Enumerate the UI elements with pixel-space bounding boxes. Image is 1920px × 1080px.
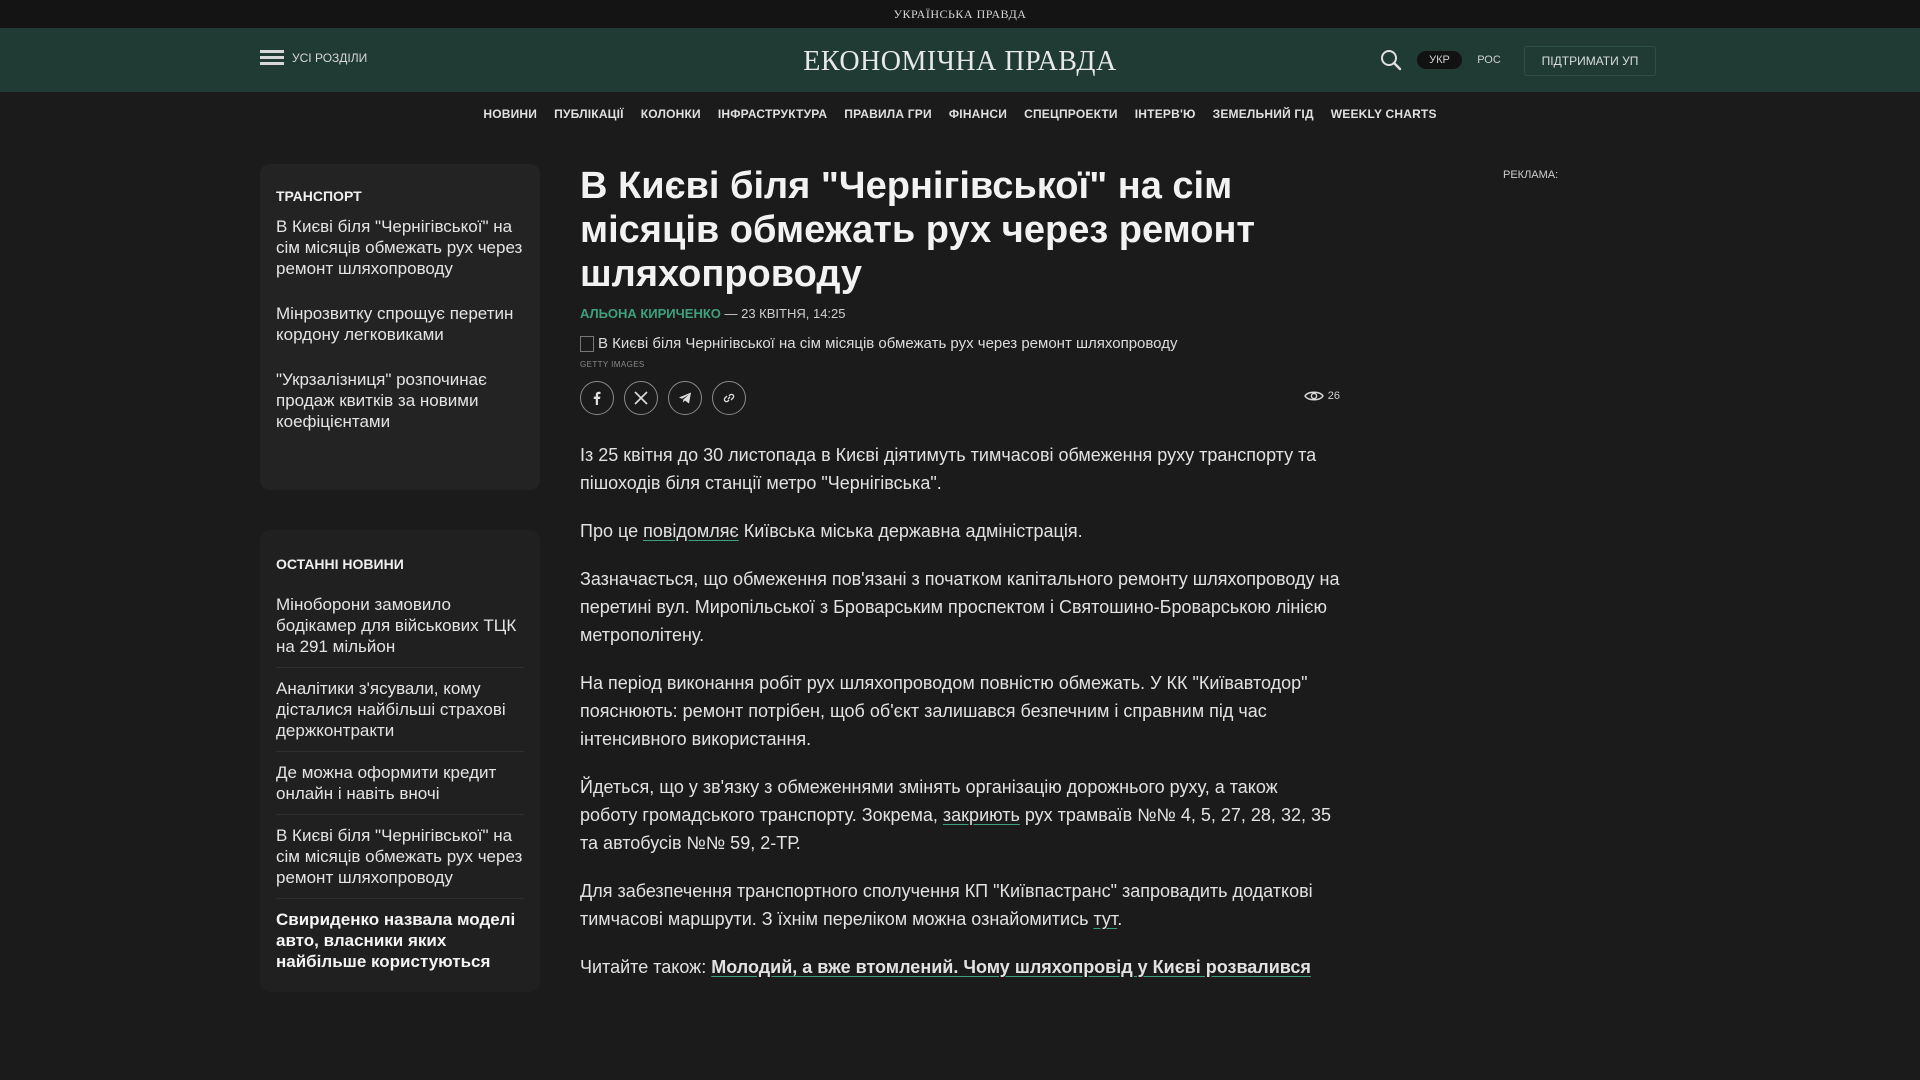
search-icon[interactable] — [1380, 49, 1402, 71]
latest-news-item[interactable]: Свириденко назвала моделі авто, власники яких найбільше користуються — [276, 910, 516, 971]
nav-publications[interactable]: ПУБЛІКАЦІЇ — [554, 107, 624, 121]
nav-weekly-charts[interactable]: WEEKLY CHARTS — [1330, 107, 1437, 121]
main-nav — [0, 92, 1920, 136]
menu-label: УСІ РОЗДІЛИ — [292, 51, 368, 65]
source-link[interactable]: повідомляє — [643, 521, 739, 541]
transport-item[interactable]: "Укрзалізниця" розпочинає продаж квитків за новими коефіцієнтами — [276, 370, 487, 431]
site-header — [0, 28, 1920, 92]
article-image — [580, 335, 1340, 352]
eye-icon — [1304, 389, 1324, 403]
paragraph: Із 25 квітня до 30 листопада в Києві діятимуть тимчасові обмеження руху транспорту та пішоходів біля станції метро "Чернігівська". — [580, 445, 1317, 493]
latest-news-item[interactable]: Аналітики з'ясували, кому дісталися найбільші страхові держконтракти — [276, 668, 524, 752]
latest-news-card — [260, 530, 540, 992]
nav-finance[interactable]: ФІНАНСИ — [948, 107, 1008, 121]
views-count: 26 — [1327, 390, 1340, 402]
nav-land-guide[interactable]: ЗЕМЕЛЬНИЙ ГІД — [1212, 107, 1314, 121]
latest-news-title[interactable]: ОСТАННІ НОВИНИ — [276, 556, 404, 572]
nav-interview[interactable]: ІНТЕРВ'Ю — [1134, 107, 1196, 121]
transport-item[interactable]: В Києві біля "Чернігівської" на сім місяців обмежать рух через ремонт шляхопроводу — [276, 217, 523, 278]
paragraph: Зазначається, що обмеження пов'язані з початком капітального ремонту шляхопроводу на перетині вул. Миропільської з Броварським проспектом і Святошино-Броварською лінією метрополітену. — [580, 569, 1340, 645]
nav-infrastructure[interactable]: ІНФРАСТРУКТУРА — [717, 107, 828, 121]
facebook-icon[interactable] — [580, 381, 614, 415]
nav-columns[interactable]: КОЛОНКИ — [640, 107, 701, 121]
site-logo[interactable]: ЕКОНОМІЧНА ПРАВДА — [803, 46, 1117, 77]
ad-label: РЕКЛАМА: — [1503, 169, 1559, 181]
share-row — [580, 381, 1340, 417]
article — [580, 164, 1340, 1001]
nav-specprojects[interactable]: СПЕЦПРОЕКТИ — [1024, 107, 1118, 121]
routes-list-link[interactable]: тут — [1093, 909, 1118, 929]
paragraph: Йдеться, що у зв'язку з обмеженнями змінять організацію дорожнього руху, а також роботу громадського транспорту. Зокрема, закриють рух трамваїв №№ 4, 5, 27, 28, 32, 35 та автобусів №№ 59, 2-ТР. — [580, 777, 1331, 853]
read-also: Читайте також: Молодий, а вже втомлений. Чому шляхопровід у Києві розвалився — [580, 957, 1311, 977]
article-title: В Києві біля "Чернігівської" на сім місяців обмежать рух через ремонт шляхопроводу — [580, 165, 1256, 295]
support-button[interactable]: ПІДТРИМАТИ УП — [1524, 46, 1656, 76]
all-sections-menu-button[interactable] — [260, 50, 367, 66]
lang-ukr-button[interactable]: УКР — [1417, 51, 1462, 69]
top-brand-label[interactable]: УКРАЇНСЬКА ПРАВДА — [893, 7, 1027, 21]
x-icon[interactable] — [624, 381, 658, 415]
transport-card — [260, 164, 540, 490]
paragraph: Про це повідомляє Київська міська державна адміністрація. — [580, 521, 1083, 541]
image-credit: GETTY IMAGES — [580, 360, 645, 369]
close-routes-link[interactable]: закриють — [942, 805, 1020, 825]
publish-date: — 23 КВІТНЯ, 14:25 — [720, 306, 846, 321]
broken-image-icon — [580, 336, 594, 352]
latest-news-item[interactable]: Де можна оформити кредит онлайн і навіть вночі — [276, 752, 524, 815]
latest-news-item[interactable]: Міноборони замовило бодікамер для військових ТЦК на 291 мільйон — [276, 584, 524, 668]
nav-news[interactable]: НОВИНИ — [483, 107, 538, 121]
lang-ros-button[interactable]: РОС — [1477, 54, 1501, 66]
transport-title[interactable]: ТРАНСПОРТ — [276, 188, 362, 204]
link-icon[interactable] — [712, 381, 746, 415]
article-body — [580, 441, 1340, 981]
read-also-link[interactable]: Молодий, а вже втомлений. Чому шляхопровід у Києві розвалився — [711, 957, 1311, 977]
image-alt-text: В Києві біля Чернігівської на сім місяців обмежать рух через ремонт шляхопроводу — [598, 335, 1178, 352]
top-brand-strip[interactable] — [0, 0, 1920, 28]
views-counter — [1304, 389, 1340, 403]
byline — [580, 306, 1340, 321]
hamburger-icon — [260, 50, 284, 66]
paragraph: На період виконання робіт рух шляхопроводом повністю обмежать. У КК "Київавтодор" пояснюють: ремонт потрібен, щоб об'єкт залишався безпечним і справним під час інтенсивного використання. — [580, 673, 1308, 749]
transport-item[interactable]: Мінрозвитку спрощує перетин кордону легковиками — [276, 304, 514, 344]
paragraph: Для забезпечення транспортного сполучення КП "Київпастранс" запровадить додаткові тимчасові маршрути. З їхнім переліком можна ознайомитись тут. — [580, 881, 1313, 929]
author-link[interactable]: АЛЬОНА КИРИЧЕНКО — [580, 306, 721, 321]
nav-rules[interactable]: ПРАВИЛА ГРИ — [844, 107, 932, 121]
latest-news-item[interactable]: В Києві біля "Чернігівської" на сім місяців обмежать рух через ремонт шляхопроводу — [276, 815, 524, 899]
telegram-icon[interactable] — [668, 381, 702, 415]
